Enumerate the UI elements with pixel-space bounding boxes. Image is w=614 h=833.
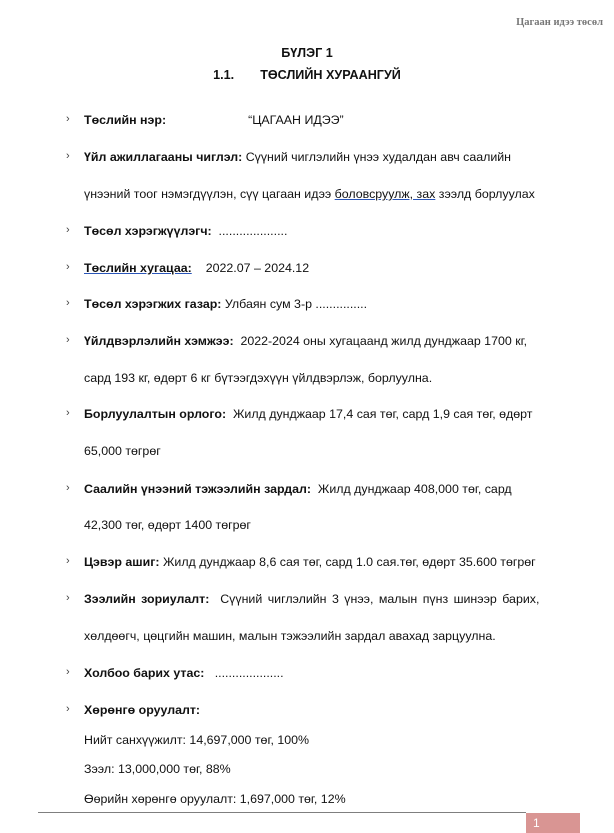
location-line: Төсөл хэрэгжих газар: Улбаян сум 3-р ...............: [84, 297, 368, 311]
duration-line: [84, 262, 309, 274]
activity-label: Үйл ажиллагааны чиглэл:: [84, 150, 243, 164]
project-name-label: Төслийн нэр:: [84, 113, 167, 127]
duration-label: Төслийн хугацаа:: [84, 261, 192, 275]
production-line-2: сард 193 кг, өдөрт 6 кг бүтээгдэхүүн үйлдвэрлэж, борлуулна.: [84, 371, 433, 385]
duration-value: 2022.07 – 2024.12: [205, 261, 310, 275]
spellcheck-underline: боловсруулж, зах: [334, 187, 436, 201]
feed-cost-label: Саалийн үнээний тэжээлийн зардал:: [84, 482, 311, 496]
sales-revenue-label: Борлуулалтын орлого:: [84, 407, 227, 421]
investment-label: Хөрөнгө оруулалт:: [84, 703, 201, 717]
investment-line: [84, 704, 200, 716]
production-line-1: Үйлдвэрлэлийн хэмжээ: 2022-2024 оны хугацаанд жилд дунджаар 1700 кг,: [84, 334, 528, 348]
bullet-icon: ›: [66, 555, 70, 567]
implementer-label: Төсөл хэрэгжүүлэгч:: [84, 224, 212, 238]
activity-line-1: Үйл ажиллагааны чиглэл: Сүүний чиглэлийн үнээ худалдан авч саалийн: [84, 150, 512, 164]
bullet-icon: ›: [66, 261, 70, 273]
net-profit-line: Цэвэр ашиг: Жилд дунджаар 8,6 сая төг, сард 1.0 сая.төг, өдөрт 35.600 төгрөг: [84, 555, 536, 569]
net-profit-label: Цэвэр ашиг:: [84, 555, 160, 569]
production-label: Үйлдвэрлэлийн хэмжээ:: [84, 334, 234, 348]
loan-purpose-label: Зээлийн зориулалт:: [84, 592, 210, 606]
bullet-icon: ›: [66, 666, 70, 678]
project-name-line: [84, 114, 344, 126]
sales-revenue-line-2: 65,000 төгрөг: [84, 444, 161, 458]
feed-cost-line-1: Саалийн үнээний тэжээлийн зардал: Жилд дунджаар 408,000 төг, сард: [84, 482, 512, 496]
feed-cost-line-2: 42,300 төг, өдөрт 1400 төгрөг: [84, 518, 251, 532]
bullet-icon: ›: [66, 407, 70, 419]
sales-revenue-line-1: Борлуулалтын орлого: Жилд дунджаар 17,4 сая төг, сард 1,9 сая төг, өдөрт: [84, 407, 533, 421]
investment-own: Өөрийн хөрөнгө оруулалт: 1,697,000 төг, 12%: [84, 792, 346, 806]
bullet-icon: ›: [66, 703, 70, 715]
chapter-heading: БҮЛЭГ 1: [281, 46, 333, 60]
bullet-icon: ›: [66, 224, 70, 236]
page-number-box: [526, 813, 580, 833]
investment-total: Нийт санхүүжилт: 14,697,000 төг, 100%: [84, 733, 310, 747]
section-number: 1.1.: [213, 68, 235, 82]
location-label: Төсөл хэрэгжих газар:: [84, 297, 222, 311]
bullet-icon: ›: [66, 113, 70, 125]
bullet-icon: ›: [66, 297, 70, 309]
bullet-icon: ›: [66, 334, 70, 346]
project-name-value: “ЦАГААН ИДЭЭ”: [248, 113, 344, 127]
section-title: ТӨСЛИЙН ХУРААНГУЙ: [260, 68, 401, 82]
section-heading: [0, 68, 614, 82]
page-number: 1: [533, 816, 540, 830]
investment-loan: Зээл: 13,000,000 төг, 88%: [84, 762, 231, 776]
contact-label: Холбоо барих утас:: [84, 666, 205, 680]
contact-line: Холбоо барих утас: ....................: [84, 666, 284, 680]
activity-line-2: үнээний тоог нэмэгдүүлэн, сүү цагаан идээ боловсруулж, зах зээлд борлуулах: [84, 187, 535, 201]
running-header: Цагаан идээ төсөл: [516, 17, 603, 28]
bullet-icon: ›: [66, 150, 70, 162]
bullet-icon: ›: [66, 592, 70, 604]
footer-divider: [38, 812, 526, 813]
loan-purpose-line-1: Зээлийн зориулалт: Сүүний чиглэлийн 3 үнээ, малын пүнз шинээр барих,: [84, 592, 540, 606]
loan-purpose-line-2: хөлдөөгч, цөцгийн машин, малын тэжээлийн зардал авахад зарцуулна.: [84, 629, 496, 643]
implementer-line: Төсөл хэрэгжүүлэгч: ....................: [84, 224, 288, 238]
bullet-icon: ›: [66, 482, 70, 494]
